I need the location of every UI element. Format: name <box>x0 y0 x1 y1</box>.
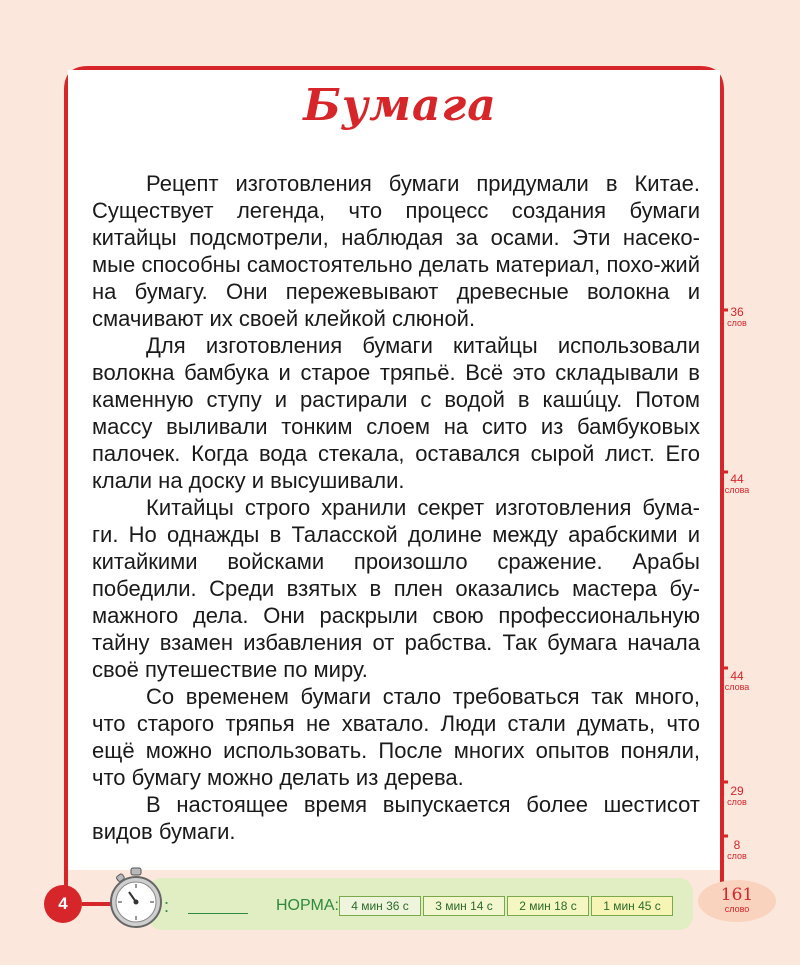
norma-time-box: 2 мин 18 с <box>507 896 589 916</box>
word-count-marker <box>722 785 752 807</box>
paragraph: Китайцы строго хранили секрет изготовления бума-ги. Но однажды в Таласской долине между арабскими и китайкими войсками произошло сражение. Арабы победили. Среди взятых в плен оказались мастера бу-мажного дела. Они раскрыли свою профессиональную тайну взамен избавления от рабства. Так бумага начала своё путешествие по миру. <box>92 495 700 682</box>
word-count-unit: слов <box>727 851 747 861</box>
norma-time-box: 1 мин 45 с <box>591 896 673 916</box>
word-count-number: 44 <box>730 472 744 486</box>
paragraph: Для изготовления бумаги китайцы использовали волокна бамбука и старое тряпьё. Всё это складывали в каменную ступу и растирали с водой в кашúцу. Потом массу выливали тонким слоем на сито из бамбуковых палочек. Когда вода стекала, оставался сырой лист. Его клали на доску и высушивали. <box>92 333 700 493</box>
total-word-count <box>698 880 776 922</box>
word-count-unit: слов <box>727 797 747 807</box>
page-number: 4 <box>44 885 82 923</box>
story-text <box>92 170 700 845</box>
word-count-number: 8 <box>733 838 741 852</box>
time-colon: : <box>164 896 170 916</box>
stopwatch-icon <box>108 866 164 930</box>
word-count-number: 44 <box>730 669 744 683</box>
word-count-marker <box>722 306 752 328</box>
word-count-unit: слова <box>724 485 750 495</box>
word-count-marker <box>722 473 752 495</box>
page-title: Бумага <box>303 80 497 131</box>
word-count-marker <box>722 670 752 692</box>
norma-time-box: 3 мин 14 с <box>423 896 505 916</box>
word-count-number: 36 <box>730 305 744 319</box>
paragraph: В настоящее время выпускается более шестисот видов бумаги. <box>92 792 700 844</box>
word-count-marker <box>722 839 752 861</box>
word-count-number: 29 <box>730 784 744 798</box>
paragraph: Со временем бумаги стало требоваться так много, что старого тряпья не хватало. Люди стали думать, что ещё можно использовать. После многих опытов поняли, что бумагу можно делать из дерева. <box>92 684 700 790</box>
word-count-unit: слова <box>724 682 750 692</box>
word-count-unit: слов <box>727 318 747 328</box>
norma-label: НОРМА: <box>276 897 339 914</box>
norma-time-box: 4 мин 36 с <box>339 896 421 916</box>
paragraph: Рецепт изготовления бумаги придумали в Китае. Существует легенда, что процесс создания бумаги китайцы подсмотрели, наблюдая за осами. Эти насеко-мые способны самостоятельно делать материал, похо-жий на бумагу. Они пережевывают древесные волокна и смачивают их своей клейкой слюной. <box>92 171 700 331</box>
total-word-count-number: 161 <box>720 885 754 905</box>
total-word-count-unit: слово <box>724 904 750 914</box>
time-blank-line[interactable] <box>188 913 248 914</box>
